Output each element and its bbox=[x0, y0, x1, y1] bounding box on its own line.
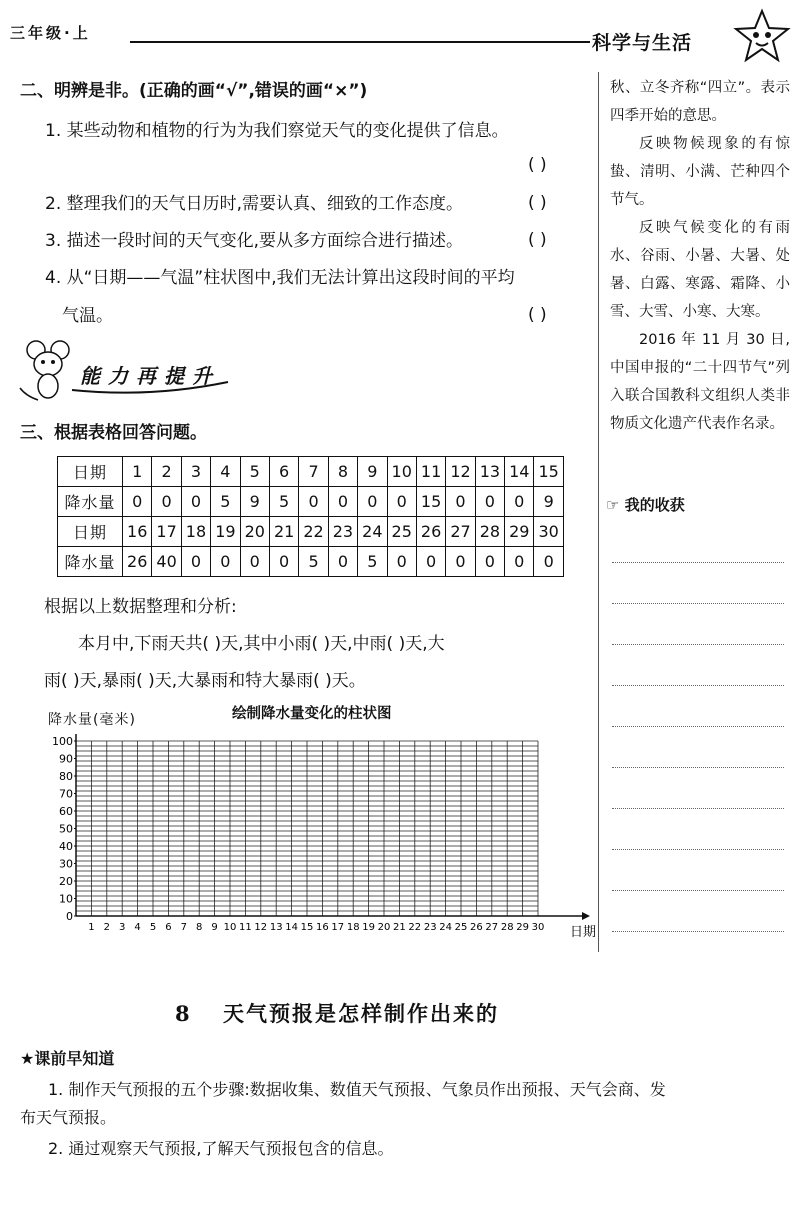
cell: 23 bbox=[328, 517, 357, 547]
table-row bbox=[58, 487, 564, 517]
section2-title: 二、明辨是非。(正确的画“√”,错误的画“×”) bbox=[20, 81, 368, 101]
cell: 0 bbox=[152, 487, 181, 517]
cell: 0 bbox=[299, 487, 328, 517]
y-tick-label: 100 bbox=[52, 735, 73, 748]
x-tick-label: 17 bbox=[331, 922, 345, 933]
cell: 11 bbox=[416, 457, 445, 487]
x-axis-arrow bbox=[582, 912, 590, 920]
cell: 0 bbox=[416, 547, 445, 577]
x-tick-label: 18 bbox=[346, 922, 360, 933]
y-tick-label: 20 bbox=[59, 875, 73, 888]
answer-blank-4[interactable]: ( ) bbox=[528, 305, 547, 325]
harvest-line[interactable] bbox=[612, 685, 784, 686]
cell: 4 bbox=[211, 457, 240, 487]
y-tick-label: 30 bbox=[59, 857, 73, 871]
x-tick-label: 2 bbox=[103, 922, 110, 933]
chart-y-axis-title: 降水量(毫米) bbox=[48, 712, 136, 728]
x-tick-label: 23 bbox=[423, 922, 437, 933]
book-title: 科学与生活 bbox=[592, 32, 693, 54]
cell: 0 bbox=[446, 487, 475, 517]
x-tick-label: 27 bbox=[485, 922, 499, 933]
x-tick-label: 25 bbox=[454, 922, 468, 933]
x-tick-label: 14 bbox=[285, 922, 298, 933]
cell: 0 bbox=[211, 547, 240, 577]
cell: 29 bbox=[505, 517, 534, 547]
sidebar-paragraph-4: 2016 年 11 月 30 日,中国申报的“二十四节气”列入联合国教科文组织人类非物质文化遗产代表作名录。 bbox=[610, 332, 790, 432]
cell: 0 bbox=[475, 487, 504, 517]
cell: 27 bbox=[446, 517, 475, 547]
cell: 0 bbox=[446, 547, 475, 577]
cell: 26 bbox=[416, 517, 445, 547]
table-row bbox=[58, 547, 564, 577]
harvest-line[interactable] bbox=[612, 644, 784, 645]
star-mascot-icon bbox=[732, 8, 792, 64]
table-row bbox=[58, 517, 564, 547]
cell: 0 bbox=[358, 487, 387, 517]
cell: 14 bbox=[505, 457, 534, 487]
x-tick-label: 12 bbox=[254, 922, 268, 933]
cell: 5 bbox=[211, 487, 240, 517]
pre-class-title: ★课前早知道 bbox=[20, 1049, 115, 1068]
cell: 17 bbox=[152, 517, 181, 547]
cell: 9 bbox=[358, 457, 387, 487]
sidebar-notes bbox=[610, 74, 790, 438]
cell: 0 bbox=[269, 547, 298, 577]
cell: 0 bbox=[328, 487, 357, 517]
pre-class-item-1-cont: 布天气预报。 bbox=[20, 1108, 117, 1127]
cell: 3 bbox=[181, 457, 210, 487]
x-tick-label: 29 bbox=[516, 922, 529, 933]
chart-title: 绘制降水量变化的柱状图 bbox=[232, 706, 392, 722]
cell: 5 bbox=[240, 457, 269, 487]
x-tick-label: 16 bbox=[316, 922, 329, 933]
y-tick-label: 40 bbox=[59, 840, 73, 853]
cell: 6 bbox=[269, 457, 298, 487]
cell: 0 bbox=[328, 547, 357, 577]
cell: 7 bbox=[299, 457, 328, 487]
cell: 15 bbox=[416, 487, 445, 517]
cell: 0 bbox=[534, 547, 563, 577]
fill-blank-line-2[interactable]: 雨( )天,暴雨( )天,大暴雨和特大暴雨( )天。 bbox=[44, 671, 366, 691]
y-tick-label: 70 bbox=[59, 787, 73, 801]
cell: 0 bbox=[181, 547, 210, 577]
row-header-rain: 降水量 bbox=[58, 487, 123, 517]
cell: 19 bbox=[211, 517, 240, 547]
cell: 0 bbox=[505, 487, 534, 517]
x-tick-label: 6 bbox=[165, 922, 172, 933]
x-tick-label: 22 bbox=[408, 922, 422, 933]
harvest-line[interactable] bbox=[612, 603, 784, 604]
cell: 28 bbox=[475, 517, 504, 547]
sidebar-paragraph-2: 反映物候现象的有惊蛰、清明、小满、芒种四个节气。 bbox=[610, 136, 790, 208]
harvest-line[interactable] bbox=[612, 931, 784, 932]
x-tick-label: 10 bbox=[223, 922, 237, 933]
cell: 21 bbox=[269, 517, 298, 547]
fill-blank-line-1[interactable]: 本月中,下雨天共( )天,其中小雨( )天,中雨( )天,大 bbox=[78, 634, 445, 654]
pointing-hand-icon: ☞ bbox=[606, 496, 620, 514]
x-tick-label: 20 bbox=[377, 922, 391, 933]
cell: 22 bbox=[299, 517, 328, 547]
harvest-line[interactable] bbox=[612, 726, 784, 727]
cell: 5 bbox=[358, 547, 387, 577]
answer-blank-3[interactable]: ( ) bbox=[528, 230, 547, 250]
row-header-date: 日期 bbox=[58, 517, 123, 547]
harvest-header bbox=[606, 494, 685, 515]
cell: 2 bbox=[152, 457, 181, 487]
x-tick-label: 30 bbox=[531, 922, 545, 933]
cell: 5 bbox=[299, 547, 328, 577]
sidebar-paragraph-1: 秋、立冬齐称“四立”。表示四季开始的意思。 bbox=[610, 80, 790, 124]
row-header-date: 日期 bbox=[58, 457, 123, 487]
cell: 15 bbox=[534, 457, 563, 487]
harvest-line[interactable] bbox=[612, 767, 784, 768]
row-header-rain: 降水量 bbox=[58, 547, 123, 577]
y-tick-label: 50 bbox=[59, 822, 73, 836]
rainfall-bar-chart-grid[interactable] bbox=[30, 730, 600, 945]
chart-x-axis-title: 日期 bbox=[570, 925, 597, 940]
y-tick-label: 80 bbox=[59, 770, 73, 783]
x-tick-label: 3 bbox=[119, 922, 126, 933]
cell: 40 bbox=[152, 547, 181, 577]
harvest-line[interactable] bbox=[612, 849, 784, 850]
answer-blank-2[interactable]: ( ) bbox=[528, 193, 547, 213]
cell: 0 bbox=[387, 547, 416, 577]
cell: 0 bbox=[475, 547, 504, 577]
y-tick-label: 0 bbox=[66, 910, 73, 923]
cell: 0 bbox=[181, 487, 210, 517]
pre-class-item-2: 2. 通过观察天气预报,了解天气预报包含的信息。 bbox=[48, 1139, 394, 1158]
cell: 5 bbox=[269, 487, 298, 517]
x-tick-label: 4 bbox=[134, 922, 141, 933]
x-tick-label: 15 bbox=[300, 922, 314, 933]
ability-banner: 能力再提升 bbox=[80, 364, 220, 388]
cell: 25 bbox=[387, 517, 416, 547]
lesson-number: 8 bbox=[175, 1001, 192, 1026]
answer-blank-1[interactable]: ( ) bbox=[528, 155, 547, 175]
header-rule bbox=[130, 41, 590, 43]
x-tick-label: 1 bbox=[88, 922, 95, 933]
analysis-intro: 根据以上数据整理和分析: bbox=[44, 597, 237, 617]
cell: 9 bbox=[534, 487, 563, 517]
harvest-line[interactable] bbox=[612, 890, 784, 891]
cell: 1 bbox=[123, 457, 152, 487]
judge-item-4-cont: 气温。 bbox=[62, 306, 113, 326]
x-tick-label: 5 bbox=[149, 922, 157, 933]
x-tick-label: 13 bbox=[269, 922, 283, 933]
cell: 9 bbox=[240, 487, 269, 517]
cell: 30 bbox=[534, 517, 563, 547]
banner-swoosh bbox=[70, 378, 230, 396]
harvest-label: 我的收获 bbox=[624, 496, 685, 514]
judge-item-1: 1. 某些动物和植物的行为为我们察觉天气的变化提供了信息。 bbox=[45, 121, 509, 141]
harvest-line[interactable] bbox=[612, 808, 784, 809]
x-tick-label: 19 bbox=[362, 922, 375, 933]
cell: 18 bbox=[181, 517, 210, 547]
cell: 20 bbox=[240, 517, 269, 547]
judge-item-2: 2. 整理我们的天气日历时,需要认真、细致的工作态度。 bbox=[45, 194, 464, 214]
cell: 12 bbox=[446, 457, 475, 487]
y-tick-label: 10 bbox=[59, 892, 73, 906]
x-tick-label: 24 bbox=[439, 922, 452, 933]
judge-item-3: 3. 描述一段时间的天气变化,要从多方面综合进行描述。 bbox=[45, 231, 464, 251]
x-tick-label: 11 bbox=[239, 922, 252, 933]
section3-title: 三、根据表格回答问题。 bbox=[20, 423, 207, 443]
cell: 26 bbox=[123, 547, 152, 577]
x-tick-label: 28 bbox=[500, 922, 514, 933]
x-tick-label: 9 bbox=[211, 922, 218, 933]
cell: 0 bbox=[240, 547, 269, 577]
sidebar-paragraph-3: 反映气候变化的有雨水、谷雨、小暑、大暑、处暑、白露、寒露、霜降、小雪、大雪、小寒、大寒。 bbox=[610, 220, 790, 320]
cell: 10 bbox=[387, 457, 416, 487]
lesson-title: 天气预报是怎样制作出来的 bbox=[223, 1001, 499, 1026]
cell: 24 bbox=[358, 517, 387, 547]
rainfall-table bbox=[57, 456, 564, 577]
cell: 8 bbox=[328, 457, 357, 487]
grade-label: 三年级·上 bbox=[10, 24, 91, 42]
y-tick-label: 90 bbox=[59, 752, 73, 766]
lesson-heading bbox=[175, 998, 499, 1028]
cell: 0 bbox=[387, 487, 416, 517]
cell: 0 bbox=[123, 487, 152, 517]
cell: 0 bbox=[505, 547, 534, 577]
y-tick-label: 60 bbox=[59, 805, 73, 818]
table-row bbox=[58, 457, 564, 487]
x-tick-label: 26 bbox=[470, 922, 483, 933]
harvest-line[interactable] bbox=[612, 562, 784, 563]
judge-item-4: 4. 从“日期——气温”柱状图中,我们无法计算出这段时间的平均 bbox=[45, 268, 515, 288]
cell: 13 bbox=[475, 457, 504, 487]
x-tick-label: 7 bbox=[180, 922, 187, 933]
cell: 16 bbox=[123, 517, 152, 547]
pre-class-item-1: 1. 制作天气预报的五个步骤:数据收集、数值天气预报、气象员作出预报、天气会商、发 bbox=[48, 1080, 666, 1099]
x-tick-label: 21 bbox=[393, 922, 406, 933]
x-tick-label: 8 bbox=[196, 922, 203, 933]
